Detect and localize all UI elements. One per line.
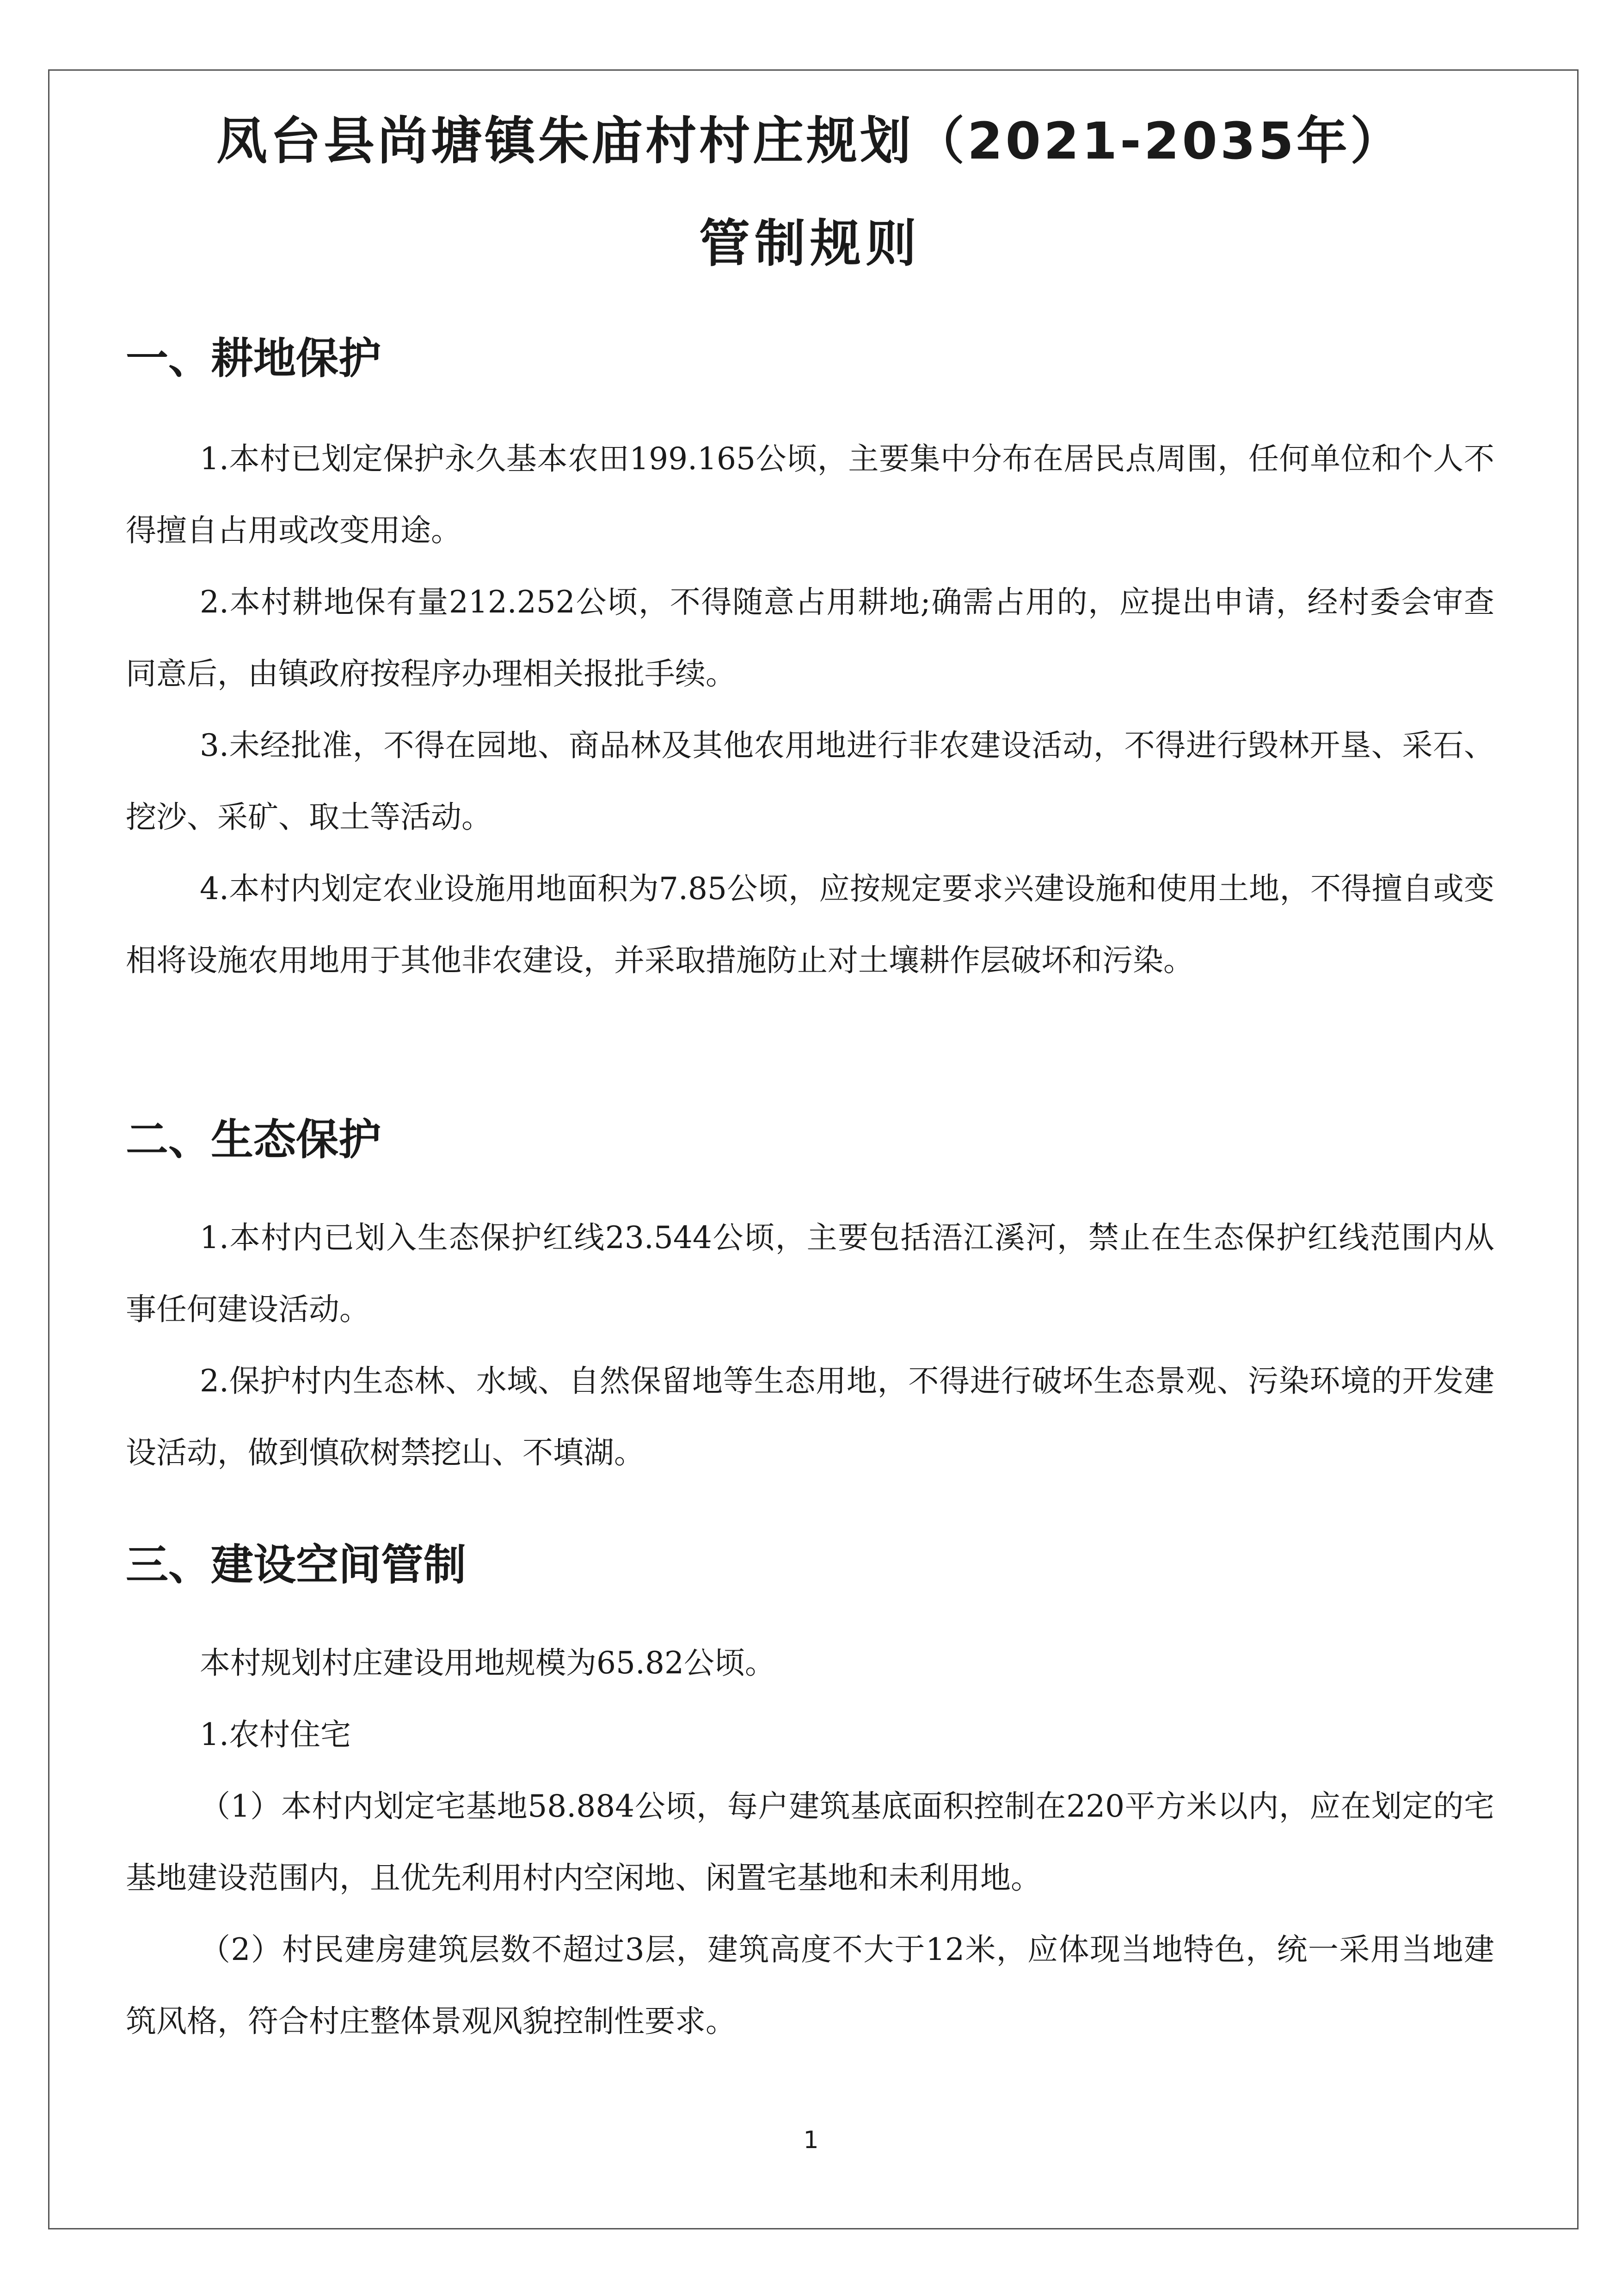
paragraph: 2.本村耕地保有量212.252公顷，不得随意占用耕地;确需占用的，应提出申请，经村委会审查同意后，由镇政府按程序办理相关报批手续。: [126, 584, 1494, 692]
paragraph: （2）村民建房建筑层数不超过3层，建筑高度不大于12米，应体现当地特色，统一采用当地建筑风格，符合村庄整体景观风貌控制性要求。: [126, 1932, 1494, 2039]
subsection-heading-rural-housing: 1.农村住宅: [200, 1717, 351, 1752]
section-heading-ecology: 二、生态保护: [126, 1115, 381, 1164]
page-number: 1: [803, 2126, 819, 2154]
paragraph: 4.本村内划定农业设施用地面积为7.85公顷，应按规定要求兴建设施和使用土地，不得擅自或变相将设施农用地用于其他非农建设，并采取措施防止对土壤耕作层破坏和污染。: [126, 871, 1494, 978]
paragraph: （1）本村内划定宅基地58.884公顷，每户建筑基底面积控制在220平方米以内，应在划定的宅基地建设范围内，且优先利用村内空闲地、闲置宅基地和未利用地。: [126, 1788, 1494, 1896]
document-body: [126, 97, 1494, 2039]
paragraph: 1.本村已划定保护永久基本农田199.165公顷，主要集中分布在居民点周围，任何单位和个人不得擅自占用或改变用途。: [126, 441, 1494, 548]
paragraph: 1.本村内已划入生态保护红线23.544公顷，主要包括浯江溪河，禁止在生态保护红线范围内从事任何建设活动。: [126, 1220, 1494, 1327]
paragraph: 2.保护村内生态林、水域、自然保留地等生态用地，不得进行破坏生态景观、污染环境的开发建设活动，做到慎砍树禁挖山、不填湖。: [126, 1363, 1494, 1470]
document-title: 凤台县尚塘镇朱庙村村庄规划（2021-2035年）: [216, 111, 1404, 171]
section-heading-construction: 三、建设空间管制: [126, 1540, 467, 1590]
document-subtitle: 管制规则: [699, 214, 921, 273]
section-heading-farmland: 一、耕地保护: [126, 334, 381, 383]
paragraph: 3.未经批准，不得在园地、商品林及其他农用地进行非农建设活动，不得进行毁林开垦、采石、挖沙、采矿、取土等活动。: [126, 728, 1494, 835]
paragraph: 本村规划村庄建设用地规模为65.82公顷。: [200, 1645, 775, 1681]
